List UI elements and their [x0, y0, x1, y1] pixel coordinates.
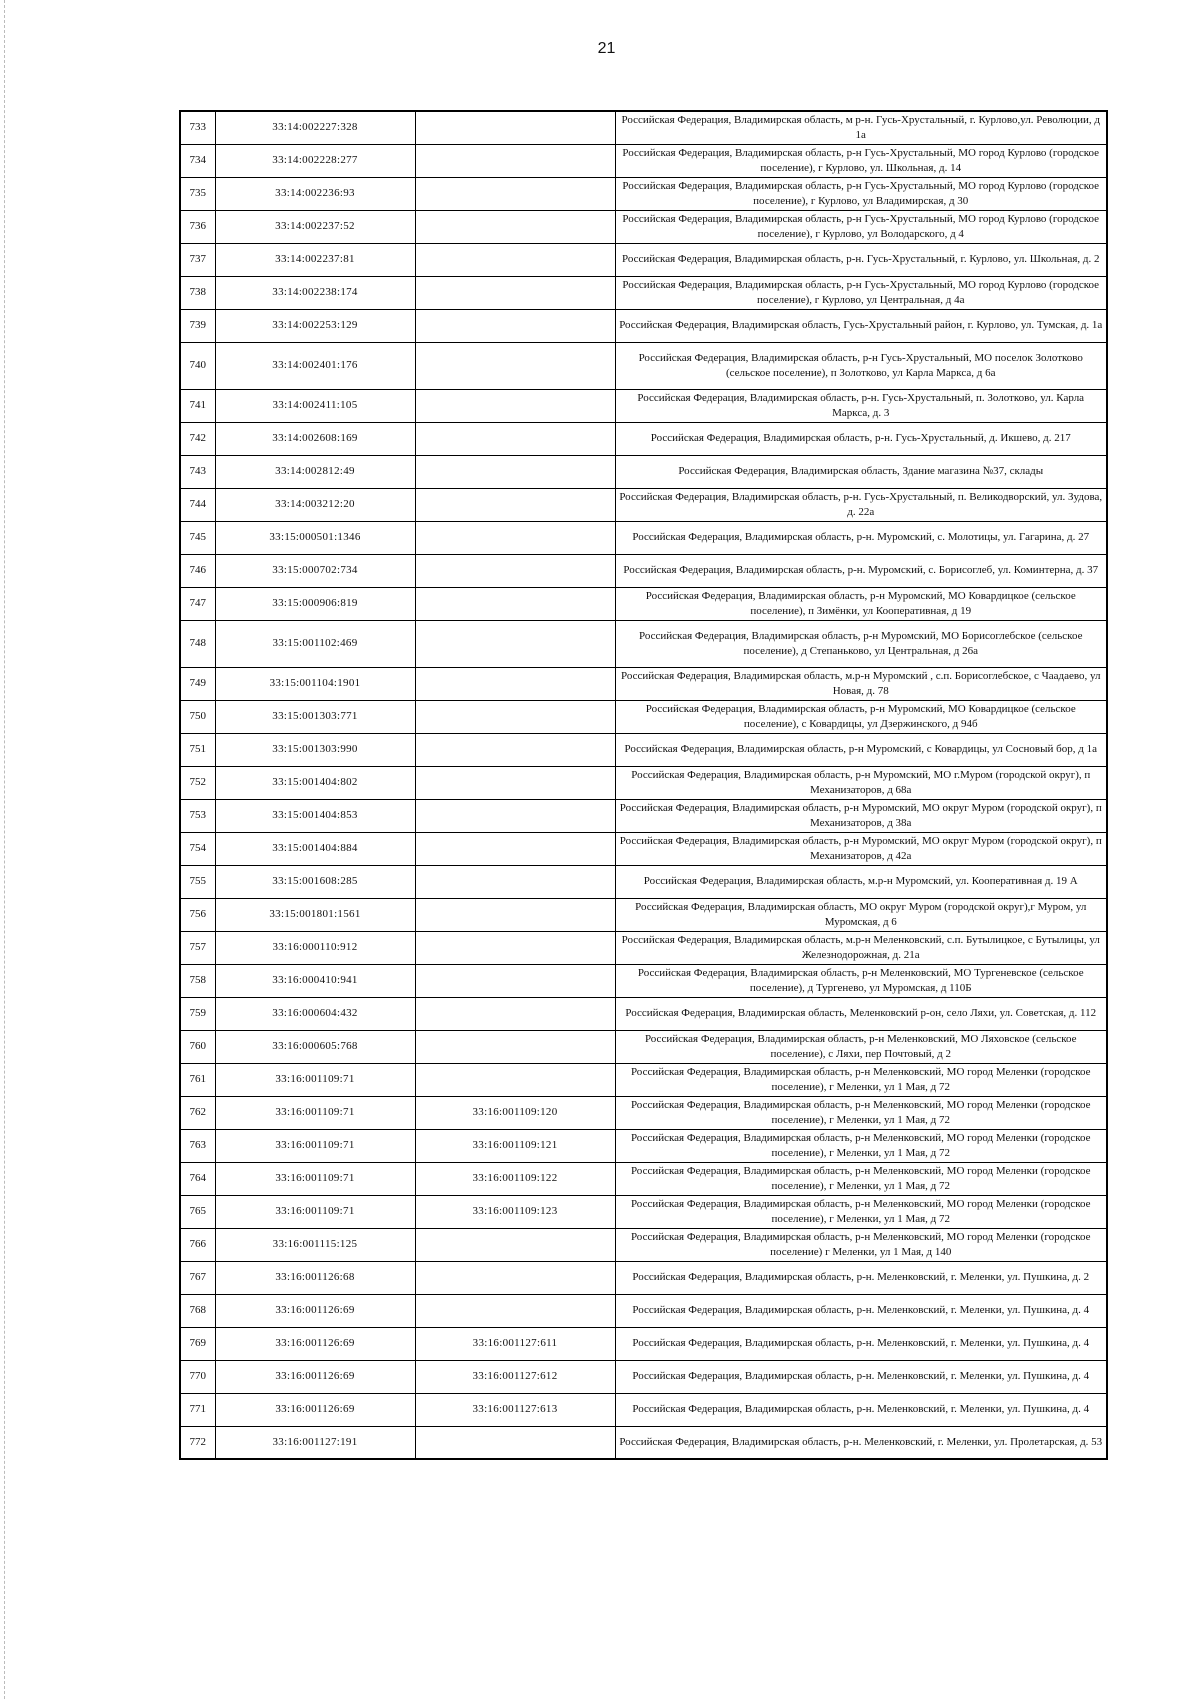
- table-row: [180, 342, 1107, 389]
- address-cell: Российская Федерация, Владимирская область, р-н. Меленковский, г. Меленки, ул. Пушкина, д. 2: [615, 1261, 1107, 1294]
- table-row: [180, 1162, 1107, 1195]
- related-cadastral-number-cell: [415, 177, 615, 210]
- related-cadastral-number-cell: [415, 865, 615, 898]
- related-cadastral-number-cell: [415, 210, 615, 243]
- related-cadastral-number-cell: [415, 342, 615, 389]
- table-row: [180, 1129, 1107, 1162]
- address-cell: Российская Федерация, Владимирская область, м р-н. Гусь-Хрустальный, г. Курлово,ул. Революции, д 1а: [615, 111, 1107, 144]
- cadastral-number-cell: 33:14:002253:129: [215, 309, 415, 342]
- cadastral-number-cell: 33:14:002238:174: [215, 276, 415, 309]
- related-cadastral-number-cell: [415, 799, 615, 832]
- table-row: [180, 1294, 1107, 1327]
- row-number-cell: 750: [180, 700, 215, 733]
- related-cadastral-number-cell: [415, 1228, 615, 1261]
- related-cadastral-number-cell: [415, 931, 615, 964]
- cadastral-number-cell: 33:16:001127:191: [215, 1426, 415, 1459]
- cadastral-number-cell: 33:14:002228:277: [215, 144, 415, 177]
- address-cell: Российская Федерация, Владимирская область, р-н Гусь-Хрустальный, МО город Курлово (городское поселение), г Курлово, ул. Школьная, д. 14: [615, 144, 1107, 177]
- address-cell: Российская Федерация, Владимирская область, р-н Муромский, МО Ковардицкое (сельское поселение), с Ковардицы, ул Дзержинского, д 94б: [615, 700, 1107, 733]
- address-cell: Российская Федерация, Владимирская область, р-н Меленковский, МО город Меленки (городское поселение), г Меленки, ул 1 Мая, д 72: [615, 1129, 1107, 1162]
- cadastral-number-cell: 33:16:000110:912: [215, 931, 415, 964]
- related-cadastral-number-cell: [415, 488, 615, 521]
- address-cell: Российская Федерация, Владимирская область, р-н Меленковский, МО город Меленки (городское поселение), г Меленки, ул 1 Мая, д 72: [615, 1195, 1107, 1228]
- address-cell: Российская Федерация, Владимирская область, р-н. Гусь-Хрустальный, п. Золотково, ул. Карла Маркса, д. 3: [615, 389, 1107, 422]
- row-number-cell: 744: [180, 488, 215, 521]
- row-number-cell: 771: [180, 1393, 215, 1426]
- table-row: [180, 177, 1107, 210]
- scan-edge-line: [4, 0, 6, 1699]
- address-cell: Российская Федерация, Владимирская область, р-н. Гусь-Хрустальный, д. Икшево, д. 217: [615, 422, 1107, 455]
- address-cell: Российская Федерация, Владимирская область, р-н. Меленковский, г. Меленки, ул. Пушкина, д. 4: [615, 1294, 1107, 1327]
- table-row: [180, 554, 1107, 587]
- related-cadastral-number-cell: [415, 997, 615, 1030]
- row-number-cell: 754: [180, 832, 215, 865]
- address-cell: Российская Федерация, Владимирская область, р-н Муромский, МО Борисоглебское (сельское поселение), д Степаньково, ул Центральная, д 26а: [615, 620, 1107, 667]
- related-cadastral-number-cell: [415, 667, 615, 700]
- address-cell: Российская Федерация, Владимирская область, м.р-н Муромский, ул. Кооперативная д. 19 А: [615, 865, 1107, 898]
- table-row: [180, 276, 1107, 309]
- row-number-cell: 767: [180, 1261, 215, 1294]
- address-cell: Российская Федерация, Владимирская область, р-н Гусь-Хрустальный, МО город Курлово (городское поселение), г Курлово, ул Володарского, д 4: [615, 210, 1107, 243]
- address-cell: Российская Федерация, Владимирская область, р-н Муромский, МО округ Муром (городской округ), п Механизаторов, д 38а: [615, 799, 1107, 832]
- address-cell: Российская Федерация, Владимирская область, р-н. Гусь-Хрустальный, г. Курлово, ул. Школьная, д. 2: [615, 243, 1107, 276]
- related-cadastral-number-cell: 33:16:001127:613: [415, 1393, 615, 1426]
- registry-table: [179, 110, 1108, 1460]
- related-cadastral-number-cell: [415, 964, 615, 997]
- table-row: [180, 667, 1107, 700]
- related-cadastral-number-cell: 33:16:001109:122: [415, 1162, 615, 1195]
- row-number-cell: 752: [180, 766, 215, 799]
- address-cell: Российская Федерация, Владимирская область, МО округ Муром (городской округ),г Муром, ул Муромская, д 6: [615, 898, 1107, 931]
- row-number-cell: 756: [180, 898, 215, 931]
- cadastral-number-cell: 33:15:001608:285: [215, 865, 415, 898]
- cadastral-number-cell: 33:15:001404:884: [215, 832, 415, 865]
- row-number-cell: 747: [180, 587, 215, 620]
- cadastral-number-cell: 33:16:001126:68: [215, 1261, 415, 1294]
- address-cell: Российская Федерация, Владимирская область, р-н. Меленковский, г. Меленки, ул. Пушкина, д. 4: [615, 1393, 1107, 1426]
- table-row: [180, 1096, 1107, 1129]
- related-cadastral-number-cell: [415, 1294, 615, 1327]
- cadastral-number-cell: 33:16:001126:69: [215, 1294, 415, 1327]
- row-number-cell: 739: [180, 309, 215, 342]
- row-number-cell: 751: [180, 733, 215, 766]
- cadastral-number-cell: 33:16:000605:768: [215, 1030, 415, 1063]
- cadastral-number-cell: 33:15:001404:853: [215, 799, 415, 832]
- cadastral-number-cell: 33:15:001303:771: [215, 700, 415, 733]
- address-cell: Российская Федерация, Владимирская область, р-н. Гусь-Хрустальный, п. Великодворский, ул. Зудова, д. 22а: [615, 488, 1107, 521]
- address-cell: Российская Федерация, Владимирская область, Здание магазина №37, склады: [615, 455, 1107, 488]
- cadastral-number-cell: 33:16:001109:71: [215, 1129, 415, 1162]
- row-number-cell: 761: [180, 1063, 215, 1096]
- table-row: [180, 700, 1107, 733]
- cadastral-number-cell: 33:15:001801:1561: [215, 898, 415, 931]
- table-row: [180, 1063, 1107, 1096]
- row-number-cell: 733: [180, 111, 215, 144]
- table-row: [180, 997, 1107, 1030]
- row-number-cell: 749: [180, 667, 215, 700]
- cadastral-number-cell: 33:16:001109:71: [215, 1195, 415, 1228]
- address-cell: Российская Федерация, Владимирская область, р-н Муромский, МО Ковардицкое (сельское поселение), п Зимёнки, ул Кооперативная, д 19: [615, 587, 1107, 620]
- address-cell: Российская Федерация, Владимирская область, р-н. Муромский, с. Борисоглеб, ул. Коминтерна, д. 37: [615, 554, 1107, 587]
- related-cadastral-number-cell: [415, 1030, 615, 1063]
- table-row: [180, 144, 1107, 177]
- table-row: [180, 1261, 1107, 1294]
- address-cell: Российская Федерация, Владимирская область, м.р-н Меленковский, с.п. Бутылицкое, с Бутылицы, ул Железнодорожная, д. 21а: [615, 931, 1107, 964]
- related-cadastral-number-cell: [415, 111, 615, 144]
- related-cadastral-number-cell: [415, 700, 615, 733]
- row-number-cell: 746: [180, 554, 215, 587]
- row-number-cell: 772: [180, 1426, 215, 1459]
- row-number-cell: 735: [180, 177, 215, 210]
- row-number-cell: 759: [180, 997, 215, 1030]
- cadastral-number-cell: 33:14:002411:105: [215, 389, 415, 422]
- table-row: [180, 898, 1107, 931]
- related-cadastral-number-cell: [415, 554, 615, 587]
- row-number-cell: 736: [180, 210, 215, 243]
- cadastral-number-cell: 33:16:001126:69: [215, 1393, 415, 1426]
- cadastral-number-cell: 33:16:001109:71: [215, 1162, 415, 1195]
- related-cadastral-number-cell: 33:16:001127:612: [415, 1360, 615, 1393]
- address-cell: Российская Федерация, Владимирская область, р-н. Меленковский, г. Меленки, ул. Пролетарская, д. 53: [615, 1426, 1107, 1459]
- table-row: [180, 799, 1107, 832]
- row-number-cell: 770: [180, 1360, 215, 1393]
- row-number-cell: 768: [180, 1294, 215, 1327]
- related-cadastral-number-cell: [415, 766, 615, 799]
- address-cell: Российская Федерация, Владимирская область, р-н Гусь-Хрустальный, МО поселок Золотково (сельское поселение), п Золотково, ул Карла Маркса, д 6а: [615, 342, 1107, 389]
- row-number-cell: 743: [180, 455, 215, 488]
- cadastral-number-cell: 33:14:002608:169: [215, 422, 415, 455]
- page-number: 21: [597, 40, 616, 57]
- related-cadastral-number-cell: [415, 276, 615, 309]
- related-cadastral-number-cell: 33:16:001109:121: [415, 1129, 615, 1162]
- address-cell: Российская Федерация, Владимирская область, р-н Муромский, МО г.Муром (городской округ), п Механизаторов, д 68а: [615, 766, 1107, 799]
- related-cadastral-number-cell: 33:16:001109:123: [415, 1195, 615, 1228]
- address-cell: Российская Федерация, Владимирская область, р-н. Муромский, с. Молотицы, ул. Гагарина, д. 27: [615, 521, 1107, 554]
- cadastral-number-cell: 33:16:001126:69: [215, 1327, 415, 1360]
- cadastral-number-cell: 33:14:002812:49: [215, 455, 415, 488]
- cadastral-number-cell: 33:16:001109:71: [215, 1096, 415, 1129]
- related-cadastral-number-cell: [415, 455, 615, 488]
- row-number-cell: 753: [180, 799, 215, 832]
- table-row: [180, 1426, 1107, 1459]
- row-number-cell: 740: [180, 342, 215, 389]
- table-row: [180, 111, 1107, 144]
- row-number-cell: 734: [180, 144, 215, 177]
- table-row: [180, 620, 1107, 667]
- address-cell: Российская Федерация, Владимирская область, р-н Меленковский, МО город Меленки (городское поселение) г Меленки, ул 1 Мая, д 140: [615, 1228, 1107, 1261]
- table-row: [180, 210, 1107, 243]
- table-row: [180, 488, 1107, 521]
- related-cadastral-number-cell: 33:16:001127:611: [415, 1327, 615, 1360]
- address-cell: Российская Федерация, Владимирская область, р-н Меленковский, МО Тургеневское (сельское поселение), д Тургенево, ул Муромская, д 110Б: [615, 964, 1107, 997]
- table-row: [180, 587, 1107, 620]
- row-number-cell: 762: [180, 1096, 215, 1129]
- table-row: [180, 455, 1107, 488]
- table-row: [180, 422, 1107, 455]
- cadastral-number-cell: 33:15:000702:734: [215, 554, 415, 587]
- table-row: [180, 1195, 1107, 1228]
- cadastral-number-cell: 33:15:000501:1346: [215, 521, 415, 554]
- row-number-cell: 763: [180, 1129, 215, 1162]
- row-number-cell: 755: [180, 865, 215, 898]
- row-number-cell: 741: [180, 389, 215, 422]
- related-cadastral-number-cell: [415, 243, 615, 276]
- address-cell: Российская Федерация, Владимирская область, р-н Муромский, МО округ Муром (городской округ), п Механизаторов, д 42а: [615, 832, 1107, 865]
- address-cell: Российская Федерация, Владимирская область, м.р-н Муромский , с.п. Борисоглебское, с Чаадаево, ул Новая, д. 78: [615, 667, 1107, 700]
- row-number-cell: 760: [180, 1030, 215, 1063]
- cadastral-number-cell: 33:16:000604:432: [215, 997, 415, 1030]
- table-row: [180, 832, 1107, 865]
- related-cadastral-number-cell: [415, 898, 615, 931]
- table-row: [180, 964, 1107, 997]
- cadastral-number-cell: 33:15:000906:819: [215, 587, 415, 620]
- cadastral-number-cell: 33:16:000410:941: [215, 964, 415, 997]
- address-cell: Российская Федерация, Владимирская область, Меленковский р-он, село Ляхи, ул. Советская, д. 112: [615, 997, 1107, 1030]
- row-number-cell: 742: [180, 422, 215, 455]
- cadastral-number-cell: 33:14:003212:20: [215, 488, 415, 521]
- registry-rows: [180, 111, 1107, 1459]
- row-number-cell: 769: [180, 1327, 215, 1360]
- table-row: [180, 389, 1107, 422]
- table-row: [180, 1327, 1107, 1360]
- cadastral-number-cell: 33:14:002237:52: [215, 210, 415, 243]
- table-row: [180, 733, 1107, 766]
- related-cadastral-number-cell: [415, 1063, 615, 1096]
- row-number-cell: 766: [180, 1228, 215, 1261]
- related-cadastral-number-cell: [415, 389, 615, 422]
- row-number-cell: 745: [180, 521, 215, 554]
- table-row: [180, 1360, 1107, 1393]
- related-cadastral-number-cell: [415, 144, 615, 177]
- table-row: [180, 521, 1107, 554]
- cadastral-number-cell: 33:16:001115:125: [215, 1228, 415, 1261]
- address-cell: Российская Федерация, Владимирская область, р-н Меленковский, МО город Меленки (городское поселение), г Меленки, ул 1 Мая, д 72: [615, 1096, 1107, 1129]
- cadastral-number-cell: 33:14:002401:176: [215, 342, 415, 389]
- cadastral-number-cell: 33:15:001104:1901: [215, 667, 415, 700]
- cadastral-number-cell: 33:16:001109:71: [215, 1063, 415, 1096]
- cadastral-number-cell: 33:15:001404:802: [215, 766, 415, 799]
- row-number-cell: 738: [180, 276, 215, 309]
- cadastral-number-cell: 33:15:001303:990: [215, 733, 415, 766]
- address-cell: Российская Федерация, Владимирская область, р-н Гусь-Хрустальный, МО город Курлово (городское поселение), г Курлово, ул Центральная, д 4а: [615, 276, 1107, 309]
- related-cadastral-number-cell: [415, 620, 615, 667]
- related-cadastral-number-cell: [415, 309, 615, 342]
- table-row: [180, 243, 1107, 276]
- cadastral-number-cell: 33:14:002237:81: [215, 243, 415, 276]
- cadastral-number-cell: 33:14:002236:93: [215, 177, 415, 210]
- cadastral-number-cell: 33:16:001126:69: [215, 1360, 415, 1393]
- address-cell: Российская Федерация, Владимирская область, р-н Меленковский, МО город Меленки (городское поселение), г Меленки, ул 1 Мая, д 72: [615, 1162, 1107, 1195]
- cadastral-number-cell: 33:14:002227:328: [215, 111, 415, 144]
- related-cadastral-number-cell: [415, 733, 615, 766]
- address-cell: Российская Федерация, Владимирская область, р-н Меленковский, МО Ляховское (сельское поселение), с Ляхи, пер Почтовый, д 2: [615, 1030, 1107, 1063]
- table-row: [180, 1228, 1107, 1261]
- address-cell: Российская Федерация, Владимирская область, р-н Муромский, с Ковардицы, ул Сосновый бор, д 1а: [615, 733, 1107, 766]
- address-cell: Российская Федерация, Владимирская область, Гусь-Хрустальный район, г. Курлово, ул. Тумская, д. 1а: [615, 309, 1107, 342]
- table-row: [180, 931, 1107, 964]
- related-cadastral-number-cell: [415, 1261, 615, 1294]
- related-cadastral-number-cell: [415, 521, 615, 554]
- related-cadastral-number-cell: [415, 587, 615, 620]
- address-cell: Российская Федерация, Владимирская область, р-н Меленковский, МО город Меленки (городское поселение), г Меленки, ул 1 Мая, д 72: [615, 1063, 1107, 1096]
- related-cadastral-number-cell: 33:16:001109:120: [415, 1096, 615, 1129]
- row-number-cell: 748: [180, 620, 215, 667]
- row-number-cell: 765: [180, 1195, 215, 1228]
- row-number-cell: 758: [180, 964, 215, 997]
- row-number-cell: 737: [180, 243, 215, 276]
- row-number-cell: 757: [180, 931, 215, 964]
- table-row: [180, 766, 1107, 799]
- table-row: [180, 1030, 1107, 1063]
- table-row: [180, 309, 1107, 342]
- row-number-cell: 764: [180, 1162, 215, 1195]
- related-cadastral-number-cell: [415, 422, 615, 455]
- address-cell: Российская Федерация, Владимирская область, р-н. Меленковский, г. Меленки, ул. Пушкина, д. 4: [615, 1360, 1107, 1393]
- table-row: [180, 1393, 1107, 1426]
- cadastral-number-cell: 33:15:001102:469: [215, 620, 415, 667]
- related-cadastral-number-cell: [415, 1426, 615, 1459]
- address-cell: Российская Федерация, Владимирская область, р-н. Меленковский, г. Меленки, ул. Пушкина, д. 4: [615, 1327, 1107, 1360]
- address-cell: Российская Федерация, Владимирская область, р-н Гусь-Хрустальный, МО город Курлово (городское поселение), г Курлово, ул Владимирская, д 30: [615, 177, 1107, 210]
- table-row: [180, 865, 1107, 898]
- related-cadastral-number-cell: [415, 832, 615, 865]
